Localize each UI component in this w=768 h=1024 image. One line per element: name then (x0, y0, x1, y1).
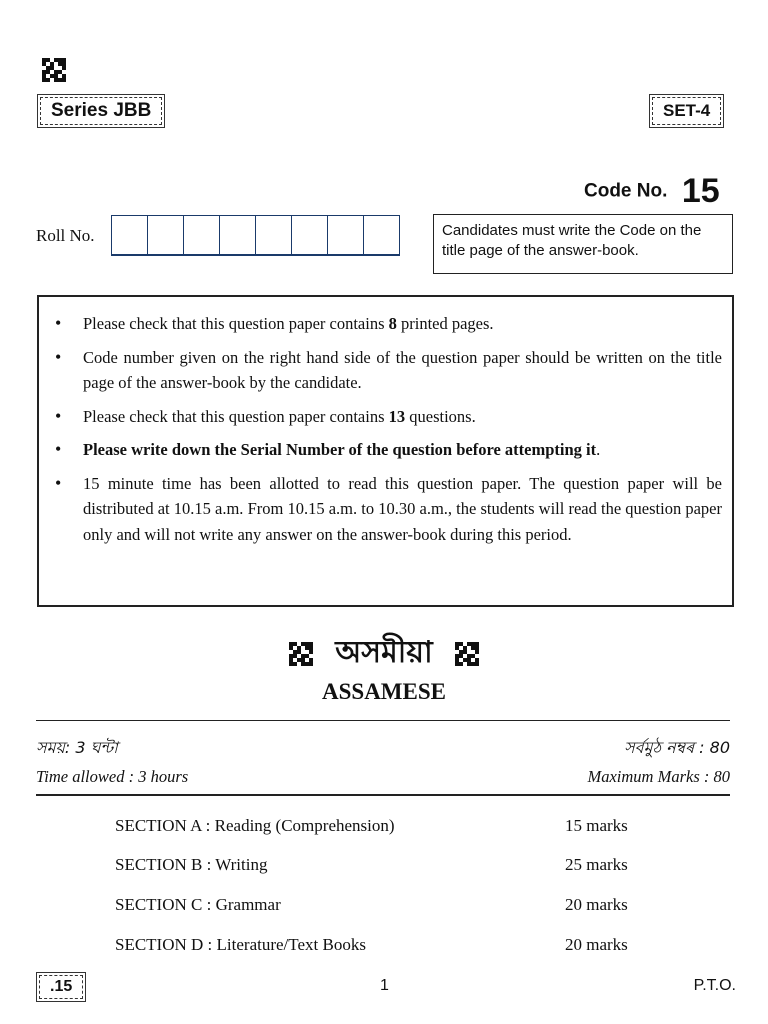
section-marks: 25 marks (565, 855, 628, 874)
roll-box[interactable] (112, 216, 148, 254)
instruction-item: • Please check that this question paper contains 13 questions. (49, 404, 722, 430)
section-row (115, 895, 675, 915)
section-name: SECTION D : Literature/Text Books (115, 935, 366, 954)
roll-box[interactable] (364, 216, 399, 254)
section-row (115, 935, 675, 955)
time-native: সময়: 3 ঘন্টা (36, 738, 118, 757)
subject-native: অসমীয়া (335, 635, 433, 670)
instruction-item: • Please write down the Serial Number of the question before attempting it. (49, 437, 722, 463)
roll-box[interactable] (220, 216, 256, 254)
divider (36, 794, 730, 796)
roll-number-boxes[interactable] (111, 215, 400, 256)
roll-box[interactable] (328, 216, 364, 254)
code-label: Code No. (584, 180, 668, 202)
divider (36, 720, 730, 721)
qr-code-icon (455, 642, 479, 666)
instruction-item: • 15 minute time has been allotted to read this question paper. The question paper will be distributed at 10.15 a.m. From 10.15 a.m. to 10.30 a.m., the students will read the question paper only and will not write any answer on the answer-book during this period. (49, 471, 722, 548)
time-english: Time allowed : 3 hours (36, 767, 189, 786)
qr-code-icon (289, 642, 313, 666)
roll-box[interactable] (292, 216, 328, 254)
marks-english: Maximum Marks : 80 (587, 767, 730, 786)
instruction-item: • Code number given on the right hand side of the question paper should be written on the title page of the answer-book by the candidate. (49, 345, 722, 396)
section-name: SECTION A : Reading (Comprehension) (115, 816, 395, 835)
section-marks: 15 marks (565, 816, 628, 835)
section-name: SECTION B : Writing (115, 855, 268, 874)
section-name: SECTION C : Grammar (115, 895, 281, 914)
section-row (115, 816, 675, 836)
footer-code: .15 (39, 975, 83, 999)
roll-box[interactable] (256, 216, 292, 254)
marks-native: সৰ্বমুঠ নম্বৰ : 80 (624, 738, 730, 757)
series-label: Series JBB (40, 97, 162, 125)
instruction-item: • Please check that this question paper contains 8 printed pages. (49, 311, 722, 337)
section-marks: 20 marks (565, 895, 628, 914)
code-value: 15 (681, 172, 720, 210)
roll-label: Roll No. (36, 226, 95, 245)
subject-english: ASSAMESE (322, 679, 446, 704)
section-row (115, 855, 675, 875)
set-label: SET-4 (652, 97, 721, 125)
qr-code-icon (42, 58, 66, 82)
instructions-box (37, 295, 734, 607)
roll-box[interactable] (148, 216, 184, 254)
code-note-box: Candidates must write the Code on the title page of the answer-book. (433, 214, 733, 274)
roll-box[interactable] (184, 216, 220, 254)
code-number (584, 172, 720, 211)
page-number: 1 (380, 977, 389, 994)
section-marks: 20 marks (565, 935, 628, 954)
pto-label: P.T.O. (693, 977, 736, 994)
subject-heading (0, 628, 768, 679)
